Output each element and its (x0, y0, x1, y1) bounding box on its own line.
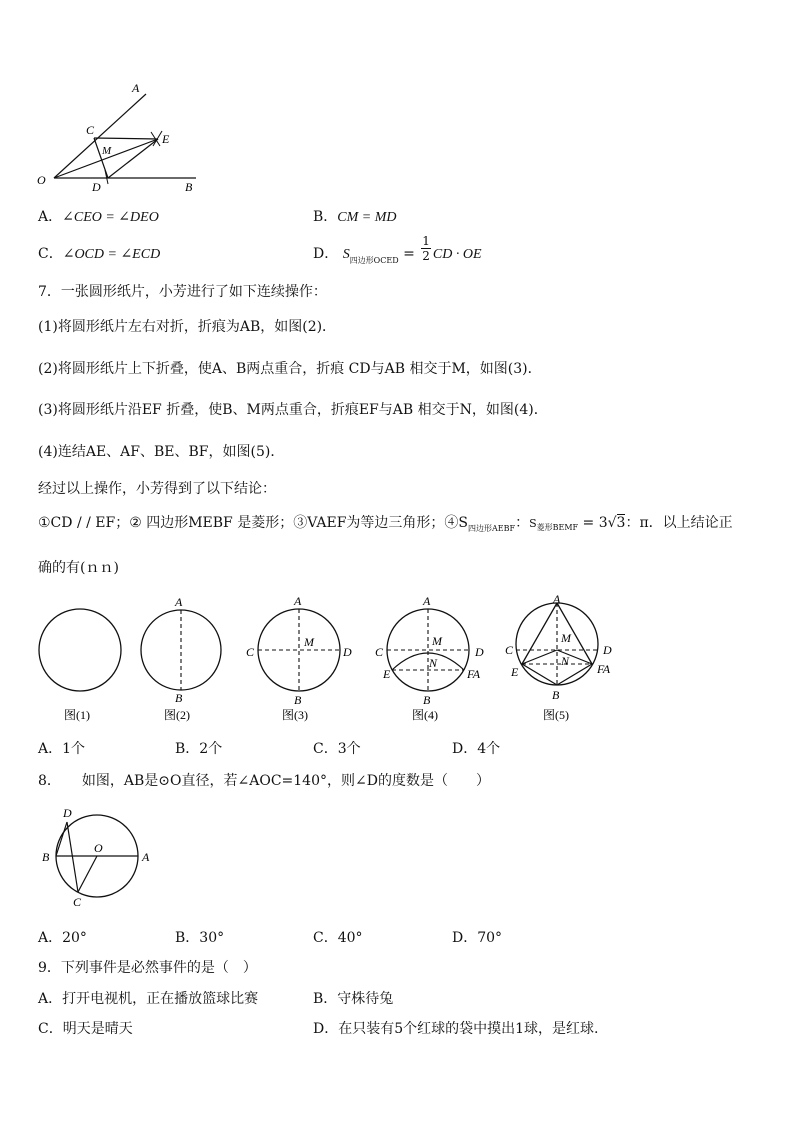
fig5-label-FA: FA (597, 662, 611, 676)
q6-option-a-expr: ∠CEO = ∠DEO (62, 210, 159, 225)
fig3-label-M: M (304, 635, 314, 649)
q6-option-c-expr: ∠OCD = ∠ECD (62, 247, 161, 262)
fig5-AE (522, 603, 557, 664)
q9-option-d[interactable]: D．在只装有5个红球的袋中摸出1球，是红球. (313, 1021, 599, 1037)
fig4-label-M: M (432, 634, 442, 648)
q8-label-D: D (63, 806, 72, 820)
q6-option-d-rest: CD · OE (432, 247, 482, 262)
fig3-label-A: A (294, 594, 302, 608)
label-A: A (132, 81, 140, 95)
q8-label-A: A (142, 850, 150, 864)
q6-fraction-num: 1 (422, 234, 430, 248)
fig3-label-C: C (246, 645, 255, 659)
fig4-label-B: B (423, 693, 431, 707)
q6-option-d-sub: 四边形OCED (349, 256, 399, 265)
label-C: C (86, 123, 95, 137)
q6-option-d-eq: = (398, 246, 420, 262)
q6-figure (0, 0, 260, 200)
q8-label-O: O (94, 841, 103, 855)
q6-option-c[interactable] (38, 243, 160, 263)
label-B: B (185, 180, 193, 194)
label-E: E (162, 132, 170, 146)
q8-option-b[interactable]: B．30° (175, 930, 225, 946)
fig3-circle (258, 609, 340, 691)
fig4-label-C: C (375, 645, 384, 659)
label-M: M (102, 145, 112, 157)
q7-line2: 确的有(ｎｎ) (38, 560, 119, 576)
fig2-circle (141, 610, 221, 690)
q7-figures (0, 590, 794, 730)
fig5-label-D: D (603, 643, 612, 657)
fig5-label-E: E (511, 665, 519, 679)
caption-fig1: 图(1) (64, 708, 90, 722)
q8-label-B: B (42, 850, 50, 864)
q7-colon: ： (515, 515, 530, 531)
q7-conclusions (38, 512, 733, 532)
q6-option-a-letter: A． (38, 209, 63, 225)
caption-fig4: 图(4) (412, 708, 438, 722)
q8-stem: 8． 如图，AB是⊙O直径，若∠AOC=140°，则∠D的度数是（ ） (38, 773, 490, 789)
fig2-label-B: B (175, 691, 183, 705)
fig5-BE (522, 664, 557, 685)
fig5-label-M: M (561, 631, 571, 645)
q7-option-c[interactable]: C．3个 (313, 741, 361, 757)
fig3-label-B: B (294, 693, 302, 707)
fig4-label-E: E (383, 667, 391, 681)
q7-sub2: 菱形BEMF (536, 523, 579, 532)
label-D: D (92, 180, 101, 194)
q7-option-a[interactable]: A．1个 (38, 741, 86, 757)
q7-stem: 7．一张圆形纸片，小芳进行了如下连续操作： (38, 284, 327, 300)
caption-fig2: 图(2) (164, 708, 190, 722)
q9-option-b[interactable]: B．守株待兔 (313, 991, 394, 1007)
fig5-circle (516, 603, 598, 685)
q6-option-b-letter: B． (313, 209, 338, 225)
q8-radius-OC (78, 856, 97, 892)
caption-fig5: 图(5) (543, 708, 569, 722)
q6-option-c-letter: C． (38, 246, 63, 262)
q7-tail: ：π．以上结论正 (625, 515, 733, 531)
fig3-label-D: D (343, 645, 352, 659)
fig5-label-C: C (505, 643, 514, 657)
q6-option-d-s: S (342, 247, 350, 262)
q8-option-a[interactable]: A．20° (38, 930, 87, 946)
q8-option-d[interactable]: D．70° (452, 930, 503, 946)
q8-chord-DB (56, 822, 67, 856)
fig2-label-A: A (175, 595, 183, 609)
q6-option-b[interactable] (313, 206, 397, 226)
q7-root: 3 (616, 515, 626, 531)
q7-step1: (1)将圆形纸片左右对折，折痕为AB，如图(2)． (38, 319, 337, 335)
fig4-label-A: A (423, 594, 431, 608)
fig5-ME (522, 650, 557, 664)
q7-s1: S (458, 515, 469, 531)
fig1-circle (39, 609, 121, 691)
q6-option-d[interactable] (313, 234, 482, 263)
q7-step3: (3)将圆形纸片沿EF 折叠，使B、M两点重合，折痕EF与AB 相交于N，如图(4)． (38, 402, 548, 418)
label-O: O (37, 173, 46, 187)
q8-label-C: C (73, 895, 82, 909)
q6-fraction (421, 234, 431, 263)
q8-chord-DC (67, 822, 78, 892)
q6-option-a[interactable] (38, 206, 159, 226)
q7-step4: (4)连结AE、AF、BE、BF，如图(5)． (38, 444, 285, 460)
fig5-label-N: N (561, 654, 570, 668)
q7-option-b[interactable]: B．2个 (175, 741, 223, 757)
q7-step2: (2)将圆形纸片上下折叠，使A、B两点重合，折痕 CD与AB 相交于M，如图(3)． (38, 361, 542, 377)
fig4-label-N: N (429, 656, 438, 670)
q6-fraction-den: 2 (422, 249, 430, 263)
q7-conclusions-main: ①CD / / EF；② 四边形MEBF 是菱形；③VAEF为等边三角形；④ (38, 515, 459, 531)
q9-option-c[interactable]: C．明天是晴天 (38, 1021, 133, 1037)
ray-OA (54, 94, 146, 178)
q7-s2: S (529, 517, 537, 530)
q7-lead: 经过以上操作，小芳得到了以下结论： (38, 481, 276, 497)
q8-figure (0, 795, 200, 915)
fig4-label-FA: FA (467, 667, 481, 681)
q6-option-d-letter: D． (313, 246, 339, 262)
segment-CE (94, 138, 158, 139)
q7-eq: = 3 (578, 515, 608, 531)
q9-option-a[interactable]: A．打开电视机，正在播放篮球比赛 (38, 991, 259, 1007)
fig4-label-D: D (475, 645, 484, 659)
q6-option-b-expr: CM = MD (337, 210, 397, 225)
q7-option-d[interactable]: D．4个 (452, 741, 501, 757)
sqrt-icon: √ (607, 515, 617, 531)
q9-stem: 9．下列事件是必然事件的是（ ） (38, 960, 257, 976)
q8-option-c[interactable]: C．40° (313, 930, 363, 946)
q7-sub1: 四边形AEBF (468, 524, 516, 533)
fig5-label-B: B (552, 688, 560, 702)
fig5-label-A: A (553, 592, 561, 606)
segment-DE (108, 139, 158, 178)
fig4-circle (387, 609, 469, 691)
caption-fig3: 图(3) (282, 708, 308, 722)
